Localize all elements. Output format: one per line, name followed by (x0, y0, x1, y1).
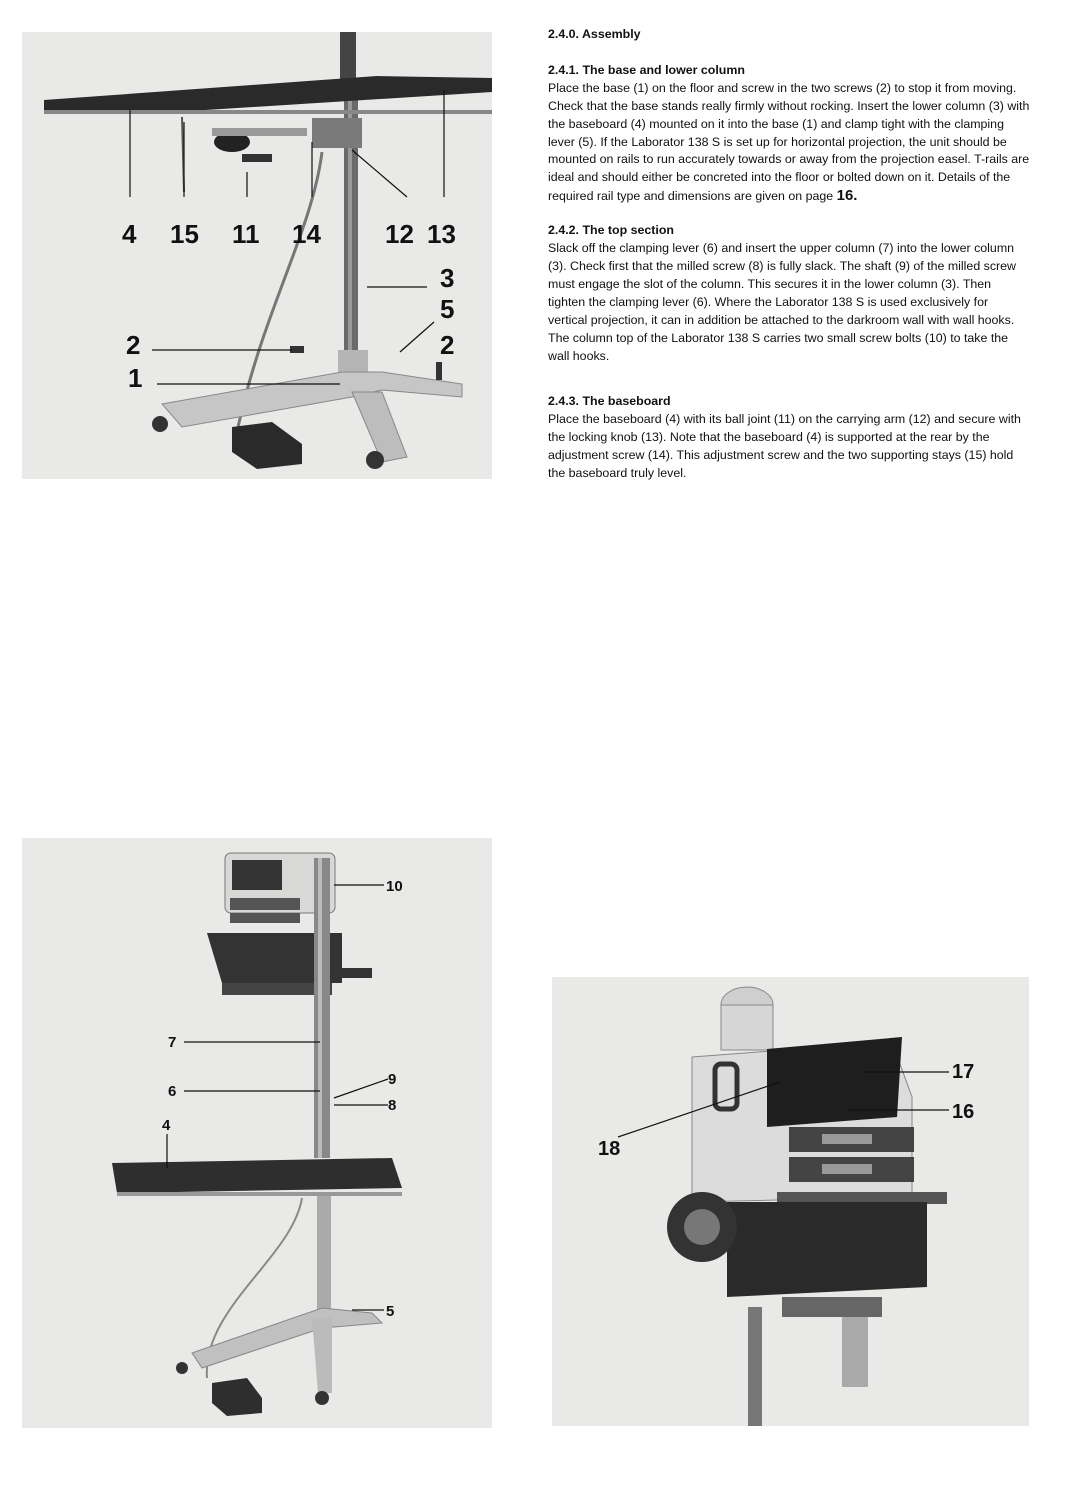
callout-2-left: 2 (126, 330, 141, 360)
page-reference: 16. (836, 187, 858, 205)
callout-17: 17 (952, 1061, 975, 1083)
full-enlarger-callouts (22, 838, 492, 1428)
callout-11: 11 (232, 219, 260, 249)
callout-15: 15 (170, 219, 199, 249)
section-top-title: 2.4.2. The top section (548, 223, 674, 238)
callout-5: 5 (386, 1303, 395, 1320)
figure-full-enlarger (22, 838, 492, 1428)
section-base-title: 2.4.1. The base and lower column (548, 62, 745, 77)
callout-1: 1 (128, 363, 143, 393)
callout-5: 5 (440, 294, 455, 324)
callout-7: 7 (168, 1034, 177, 1051)
callout-18: 18 (598, 1138, 621, 1160)
callout-4: 4 (122, 219, 137, 249)
section-base-body (548, 80, 1030, 206)
callout-6: 6 (168, 1083, 177, 1100)
callout-2-right: 2 (440, 330, 455, 360)
base-assembly-callouts (22, 32, 492, 479)
section-baseboard-body: Place the baseboard (4) with its ball joint (11) on the carrying arm (12) and secure with the locking knob (13). Note that the baseboard (4) is supported at the rear by the adjustment screw (14). This adjustment screw and the two supporting stays (15) hold the baseboard truly level. (548, 412, 1021, 481)
figure-enlarger-head (552, 977, 1029, 1426)
callout-10: 10 (386, 878, 403, 895)
section-baseboard-title: 2.4.3. The baseboard (548, 394, 671, 409)
section-base-text: Place the base (1) on the floor and screw in the two screws (2) to stop it from moving. Check that the base stands really firmly without rocking. Insert the lower column (3) with the baseboard (4) mounted on it into the base (1) and clamp tight with the clamping lever (5). If the Laborator 138 S is set up for horizontal projection, the unit should be mounted on rails to run accurately towards or away from the projection easel. T-rails are ideal and should either be concreted into the floor or bolted down on it. Details of the required rail type and dimensions are given on page (548, 80, 1030, 204)
callout-14: 14 (292, 219, 321, 249)
callout-8: 8 (388, 1097, 397, 1114)
section-assembly-title: 2.4.0. Assembly (548, 27, 641, 41)
assembly-text (548, 26, 1030, 483)
section-top-body: Slack off the clamping lever (6) and insert the upper column (7) into the lower column (3). Check first that the milled screw (8) is fully slack. The shaft (9) of the milled screw must engage the slot of the column. This secures it in the lower column (3). Then tighten the clamping lever (6). Where the Laborator 138 S is used exclusively for vertical projection, it can in addition be attached to the darkroom wall with wall hooks. The column top of the Laborator 138 S carries two small screw bolts (10) to take the wall hooks. (548, 241, 1017, 363)
callout-3: 3 (440, 263, 455, 293)
callout-9: 9 (388, 1071, 397, 1088)
callout-4: 4 (162, 1117, 171, 1134)
enlarger-head-callouts (552, 977, 1029, 1426)
callout-12: 12 (385, 219, 414, 249)
figure-base-assembly (22, 32, 492, 479)
callout-13: 13 (427, 219, 456, 249)
callout-16: 16 (952, 1101, 975, 1123)
